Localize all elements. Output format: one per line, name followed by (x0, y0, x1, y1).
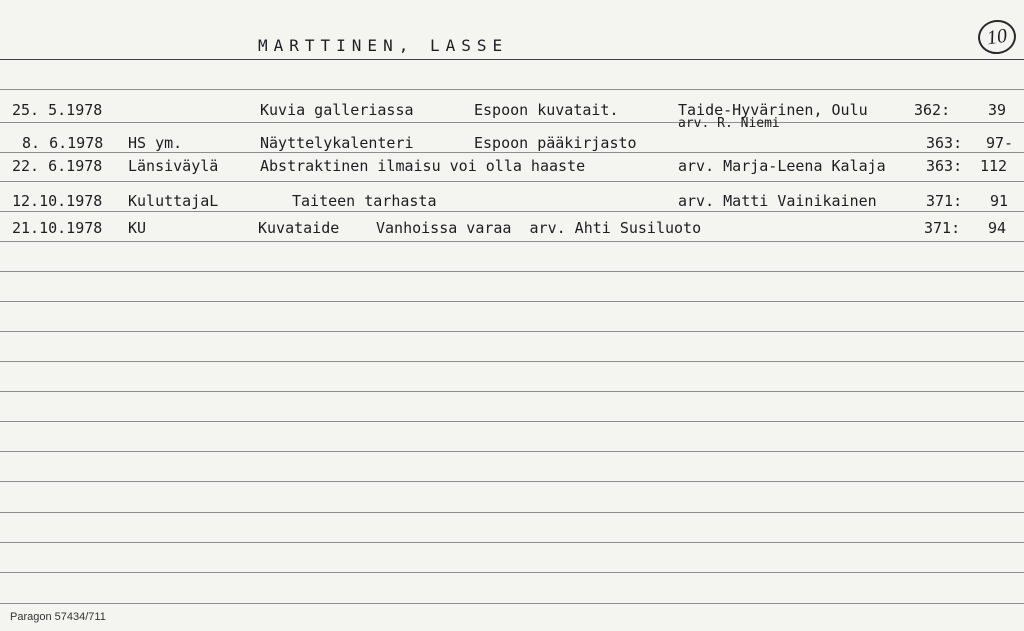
ruled-line (0, 241, 1024, 242)
entry-title: Abstraktinen ilmaisu voi olla haaste (260, 157, 586, 175)
ruled-line (0, 211, 1024, 212)
entry-title: Näyttelykalenteri (260, 134, 414, 152)
entry-date: 22. 6.1978 (12, 157, 103, 175)
ruled-line (0, 421, 1024, 422)
entry-reviewer-sub: arv. R. Niemi (678, 116, 780, 131)
entry-subject: Espoon kuvatait. (474, 101, 619, 119)
entry-page: 91 (990, 192, 1009, 210)
ruled-line (0, 603, 1024, 604)
entry-title: Taiteen tarhasta (292, 192, 437, 210)
ruled-line (0, 542, 1024, 543)
ruled-line (0, 451, 1024, 452)
entry-date: 21.10.1978 (12, 219, 103, 237)
entry-ref: 362: (914, 101, 951, 119)
entry-title: Kuvia galleriassa (260, 101, 414, 119)
entry-source: Länsiväylä (128, 157, 219, 175)
entry-title: Kuvataide (258, 219, 340, 237)
ruled-line (0, 181, 1024, 182)
card-title: MARTTINEN, LASSE (258, 36, 509, 55)
entry-subject: Vanhoissa varaa arv. Ahti Susiluoto (376, 219, 702, 237)
entry-reviewer: arv. Matti Vainikainen (678, 192, 877, 210)
entry-date: 25. 5.1978 (12, 101, 103, 119)
card-footer: Paragon 57434/711 (10, 611, 106, 623)
entry-subject: Espoon pääkirjasto (474, 134, 637, 152)
ruled-line (0, 361, 1024, 362)
ruled-line (0, 391, 1024, 392)
ruled-line (0, 512, 1024, 513)
entry-ref: 363: (926, 134, 963, 152)
ruled-line (0, 301, 1024, 302)
entry-reviewer: Taide-Hyvärinen, Oulu (678, 101, 868, 119)
entry-page: 97- (986, 134, 1014, 152)
entry-reviewer: arv. Marja-Leena Kalaja (678, 157, 886, 175)
ruled-line (0, 89, 1024, 90)
entry-ref: 363: (926, 157, 963, 175)
entry-source: KuluttajaL (128, 192, 219, 210)
entry-ref: 371: (924, 219, 961, 237)
entry-source: KU (128, 219, 147, 237)
ruled-line (0, 271, 1024, 272)
entry-source: HS ym. (128, 134, 183, 152)
ruled-line (0, 572, 1024, 573)
entry-page: 39 (988, 101, 1007, 119)
entry-page: 112 (980, 157, 1008, 175)
ruled-line (0, 122, 1024, 123)
card-number-circled: 10 (976, 18, 1018, 57)
ruled-line (0, 331, 1024, 332)
entry-page: 94 (988, 219, 1007, 237)
entry-date: 12.10.1978 (12, 192, 103, 210)
entry-ref: 371: (926, 192, 963, 210)
header-rule (0, 59, 1024, 60)
ruled-line (0, 152, 1024, 153)
ruled-line (0, 481, 1024, 482)
entry-date: 8. 6.1978 (22, 134, 104, 152)
